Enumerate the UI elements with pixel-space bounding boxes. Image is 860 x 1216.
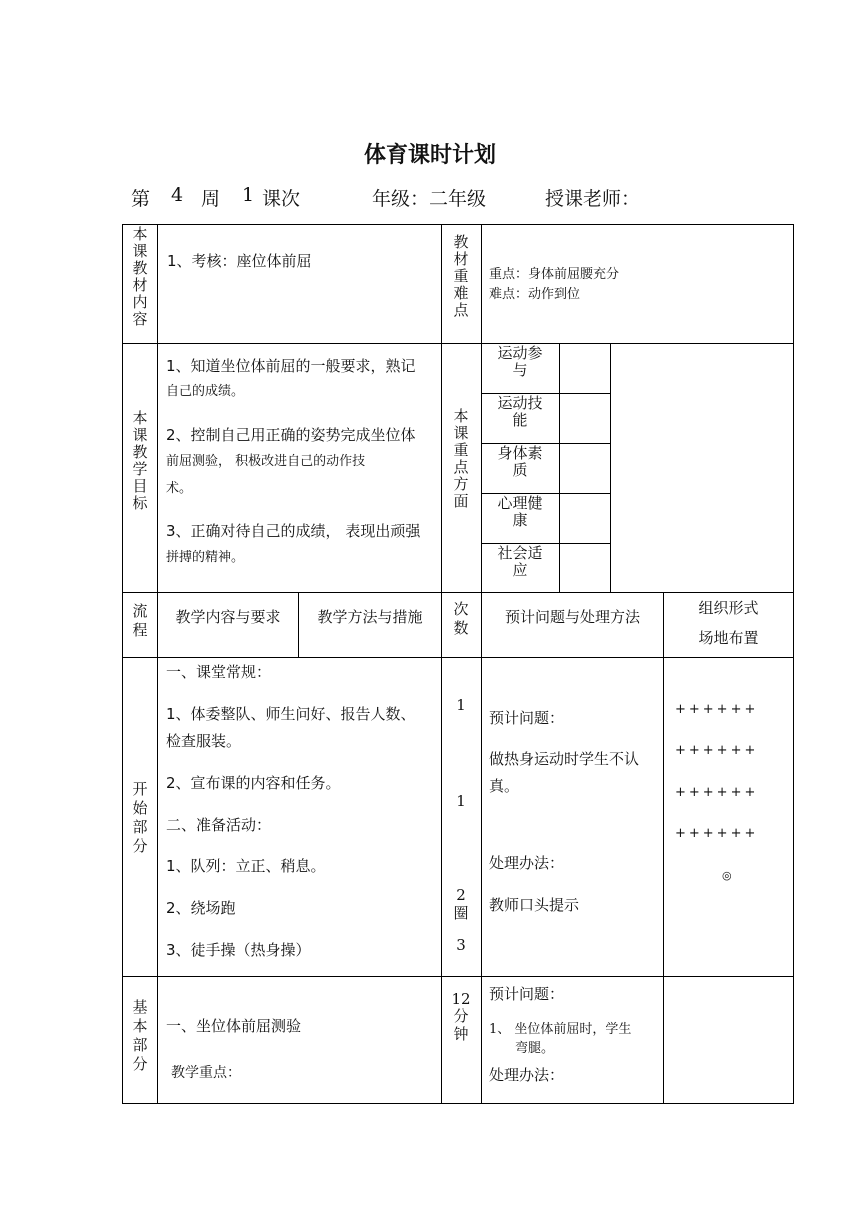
aspect-social: 社会适 应 [497, 544, 543, 579]
difficulty-point: 难点：动作到位 [489, 287, 581, 302]
basic-solution-title: 处理办法： [489, 1066, 565, 1084]
key-difficulty-label: 教 材 重 难 点 [453, 233, 469, 319]
basic-section-label: 基 本 部 分 [132, 998, 148, 1073]
aspect-participation: 运动参 与 [497, 344, 543, 379]
start-solution-title: 处理办法： [489, 854, 565, 872]
start-section-label: 开 始 部 分 [132, 780, 148, 855]
basic-problem-text-cont: 弯腿。 [515, 1041, 555, 1056]
basic-problem-title: 预计问题： [489, 985, 565, 1003]
flow-header: 流 程 [132, 602, 148, 639]
student-row: ++++++ [675, 826, 759, 841]
week-prefix: 第 [131, 188, 151, 210]
basic-key: 教学重点： [171, 1065, 241, 1081]
row1-label: 本 课 教 材 内 容 [132, 225, 148, 328]
student-row: ++++++ [675, 743, 759, 758]
student-row: ++++++ [675, 702, 759, 717]
key-point: 重点：身体前屈腰充分 [489, 267, 620, 282]
aspect-fitness: 身体素 质 [497, 444, 543, 479]
row2-label: 本 课 教 学 目 标 [132, 409, 148, 512]
teacher: 授课老师： [545, 188, 641, 210]
start-solution-text: 教师口头提示 [489, 896, 580, 914]
page-title: 体育课时计划 [363, 143, 496, 168]
basic-problem-text: 1、 坐位体前屈时，学生 [489, 1022, 632, 1037]
start-problem-text-cont: 真。 [489, 777, 520, 795]
lesson-suffix: 课次 [262, 188, 301, 210]
key-aspects-label: 本 课 重 点 方 面 [453, 407, 469, 510]
organization-header: 组织形式 场地布置 [698, 599, 759, 647]
basic-content: 一、坐位体前屈测验 [166, 1017, 302, 1035]
problems-header: 预计问题与处理方法 [504, 608, 640, 626]
lesson-content: 1、考核：座位体前屈 [167, 252, 312, 270]
teacher-position-mark: ◎ [722, 869, 732, 882]
times-header: 次 数 [453, 600, 469, 637]
content-header: 教学内容与要求 [175, 608, 281, 626]
week-suffix: 周 [201, 188, 221, 210]
student-row: ++++++ [675, 785, 759, 800]
aspect-skill: 运动技 能 [497, 394, 543, 429]
method-header: 教学方法与措施 [317, 608, 423, 626]
week-number: 4 [171, 184, 184, 206]
lesson-number: 1 [242, 184, 255, 206]
grade: 年级：二年级 [372, 188, 487, 210]
start-problem-title: 预计问题： [489, 709, 565, 727]
aspect-mental-health: 心理健 康 [497, 494, 543, 529]
start-problem-text: 做热身运动时学生不认 [489, 750, 640, 768]
